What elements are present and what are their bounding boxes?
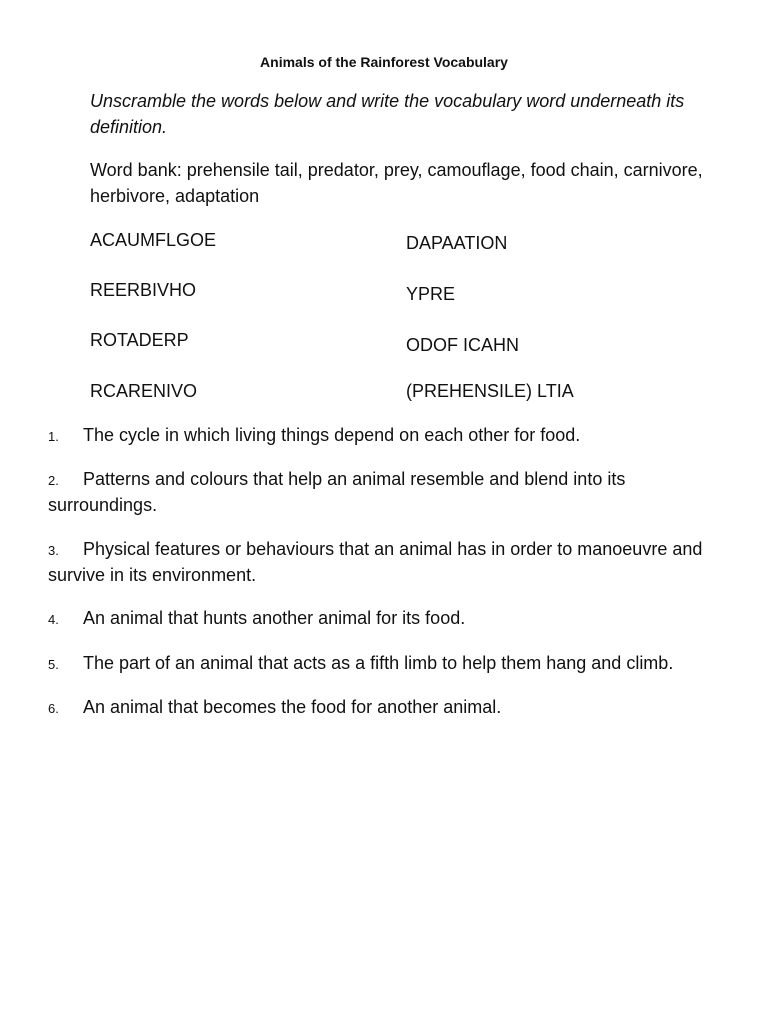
definition-number: 3. [48,543,59,558]
definition-text: An animal that hunts another animal for its food. [83,608,466,628]
definition-number: 1. [48,429,59,444]
definition-number: 5. [48,657,59,672]
definition-text: Physical features or behaviours that an animal has in order to manoeuvre and survive in its environment. [48,539,703,585]
scrambled-word: ROTADERP [90,330,189,350]
definition-item [48,423,738,449]
definition-number: 4. [48,612,59,627]
scrambled-word: YPRE [406,284,456,304]
page-title: Animals of the Rainforest Vocabulary [260,54,508,70]
scrambled-word: ACAUMFLGOE [90,230,217,250]
definition-item [48,651,738,677]
scrambled-word: RCARENIVO [90,381,198,401]
definition-text: The part of an animal that acts as a fifth limb to help them hang and climb. [83,653,674,673]
definition-text: Patterns and colours that help an animal resemble and blend into its surroundings. [48,469,626,515]
definition-number: 6. [48,701,59,716]
definition-text: An animal that becomes the food for another animal. [83,697,502,717]
instructions-text: Unscramble the words below and write the vocabulary word underneath its definition. [90,91,685,137]
definition-item [48,467,738,518]
scrambled-word: ODOF ICAHN [406,335,520,355]
scrambled-word: REERBIVHO [90,280,197,300]
definition-item [48,537,738,588]
scrambled-word: DAPAATION [406,233,508,253]
scrambled-word: (PREHENSILE) LTIA [406,381,574,401]
word-bank: Word bank: prehensile tail, predator, prey, camouflage, food chain, carnivore, herbivore, adaptation [90,160,703,206]
definition-text: The cycle in which living things depend on each other for food. [83,425,581,445]
definition-item [48,695,738,721]
definition-item [48,606,738,632]
definition-number: 2. [48,473,59,488]
